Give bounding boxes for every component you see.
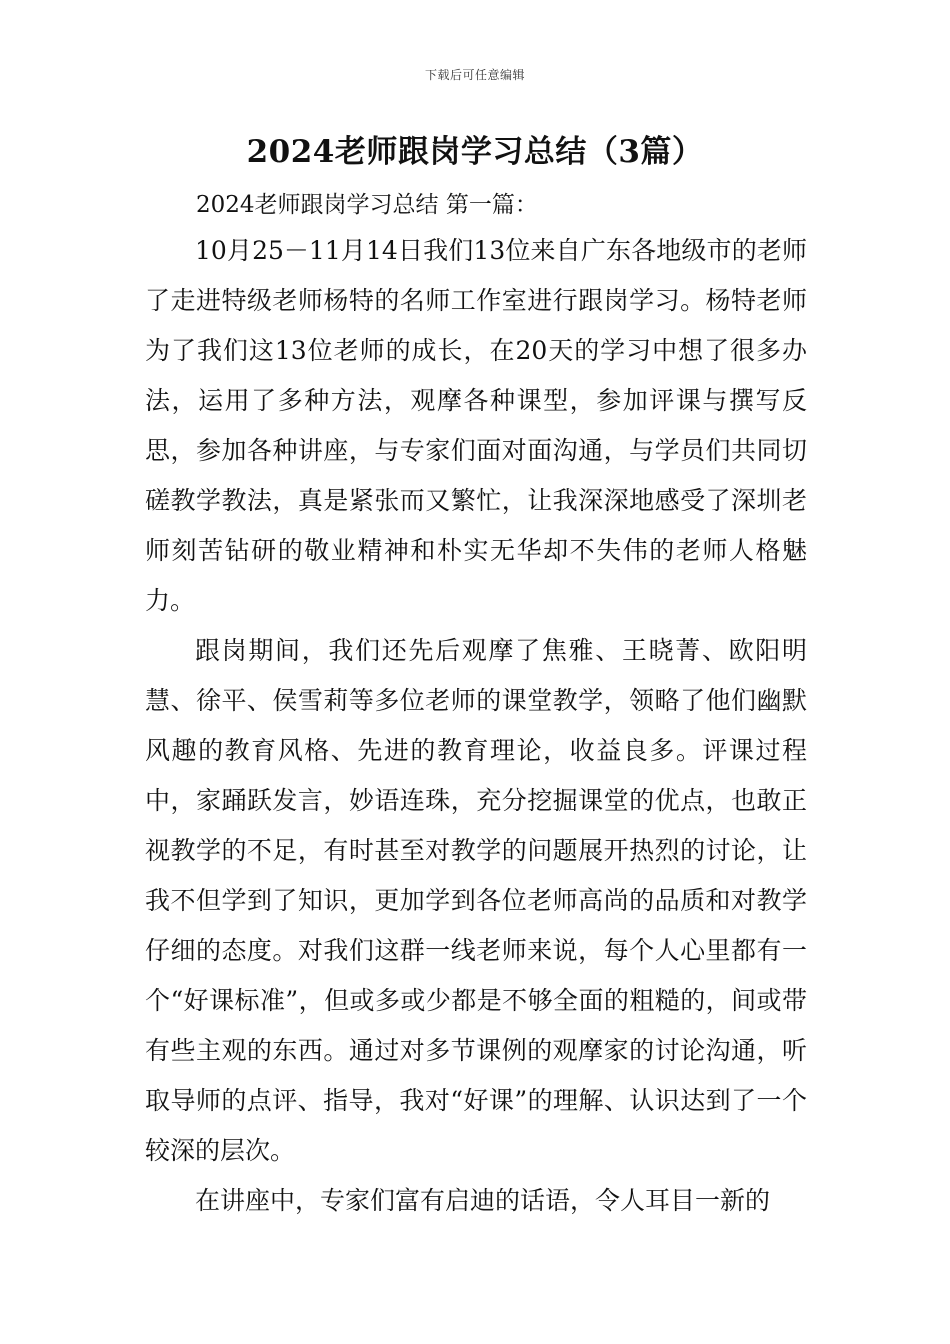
body-text [145, 226, 807, 1226]
section-subtitle: 2024老师跟岗学习总结 第一篇： [196, 192, 538, 218]
document-title: 2024老师跟岗学习总结（3篇） [246, 134, 704, 170]
paragraph-3: 在讲座中，专家们富有启迪的话语，令人耳目一新的 [195, 1186, 771, 1215]
paragraph-1: 10月25－11月14日我们13位来自广东各地级市的老师了走进特级老师杨特的名师工作室进行跟岗学习。杨特老师为了我们这13位老师的成长，在20天的学习中想了很多办法，运用了多种方法，观摩各种课型，参加评课与撰写反思，参加各种讲座，与专家们面对面沟通，与学员们共同切磋教学教法，真是紧张而又繁忙，让我深深地感受了深圳老师刻苦钻研的敬业精神和朴实无华却不失伟的老师人格魅力。 [145, 236, 807, 615]
paragraph-2: 跟岗期间，我们还先后观摩了焦雅、王晓菁、欧阳明慧、徐平、侯雪莉等多位老师的课堂教学，领略了他们幽默风趣的教育风格、先进的教育理论，收益良多。评课过程中，家踊跃发言，妙语连珠，充分挖掘课堂的优点，也敢正视教学的不足，有时甚至对教学的问题展开热烈的讨论，让我不但学到了知识，更加学到各位老师高尚的品质和对教学仔细的态度。对我们这群一线老师来说，每个人心里都有一个“好课标准”，但或多或少都是不够全面的粗糙的，间或带有些主观的东西。通过对多节课例的观摩家的讨论沟通，听取导师的点评、指导，我对“好课”的理解、认识达到了一个较深的层次。 [145, 636, 807, 1165]
header-note: 下载后可任意编辑 [424, 68, 525, 82]
